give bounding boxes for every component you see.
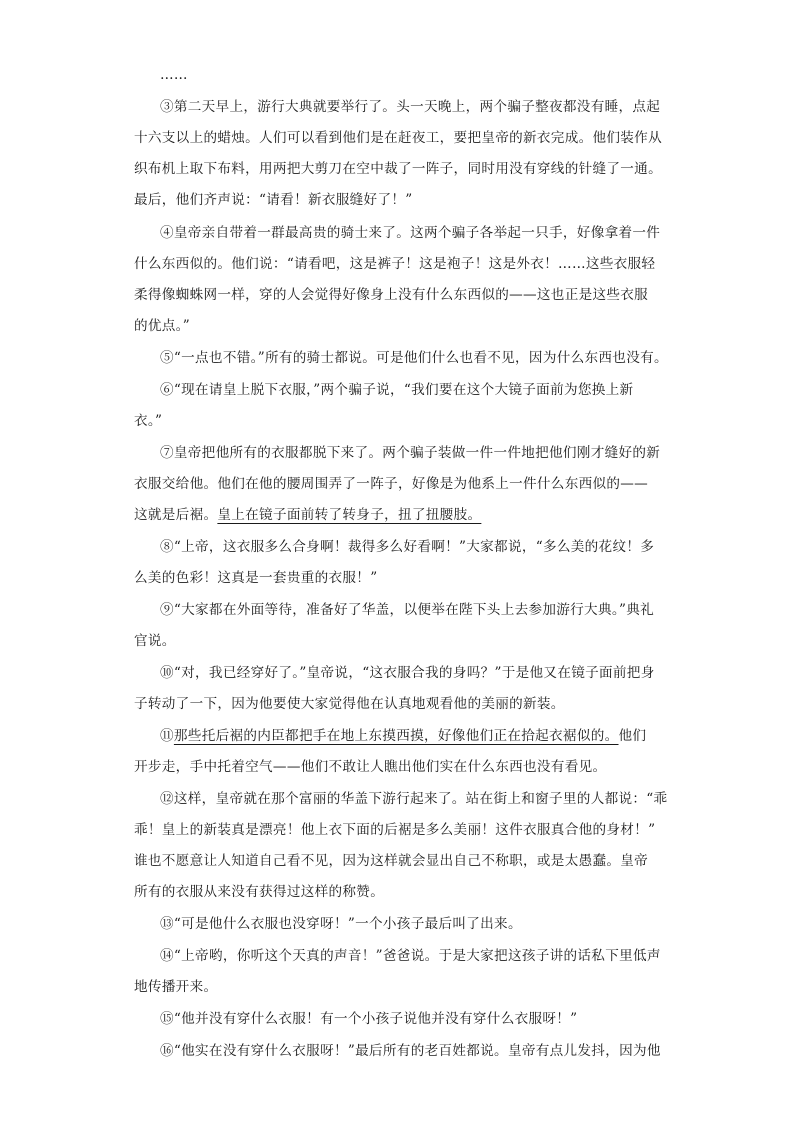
- paragraph-3-line-1: ③第二天早上，游行大典就要举行了。头一天晚上，两个骗子整夜都没有睡，点起: [160, 99, 661, 115]
- paragraph-11-line-2: 开步走，手中托着空气——他们不敢让人瞧出他们实在什么东西也没有看见。: [134, 759, 607, 775]
- paragraph-14-line-1: ⑭“上帝哟，你听这个天真的声音！”爸爸说。于是大家把这孩子讲的话私下里低声: [160, 948, 661, 964]
- paragraph-16-line-1: ⑯“他实在没有穿什么衣服呀！”最后所有的老百姓都说。皇帝有点儿发抖，因为他: [160, 1043, 661, 1059]
- paragraph-8-line-2: 么美的色彩！这真是一套贵重的衣服！”: [134, 570, 378, 586]
- paragraph-10-line-2: 子转动了一下，因为他要使大家觉得他在认真地观看他的美丽的新装。: [134, 696, 565, 712]
- underlined-sentence-2: 那些托后裾的内臣都把手在地上东摸西摸，好像他们正在拾起衣裾似的。: [173, 728, 619, 744]
- paragraph-5-line-1: ⑤“一点也不错。”所有的骑士都说。可是他们什么也看不见，因为什么东西也没有。: [160, 350, 668, 366]
- paragraph-9-line-2: 官说。: [134, 633, 176, 649]
- paragraph-12-line-4: 所有的衣服从来没有获得过这样的称赞。: [134, 884, 385, 900]
- paragraph-11-line-1-rest: 他们: [618, 728, 647, 744]
- paragraph-4-line-3: 柔得像蜘蛛网一样，穿的人会觉得好像身上没有什么东西似的——这也正是这些衣服: [134, 287, 649, 303]
- paragraph-3-line-4: 最后，他们齐声说：“请看！新衣服缝好了！”: [134, 192, 413, 208]
- paragraph-12-line-3: 谁也不愿意让人知道自己看不见，因为这样就会显出自己不称职，或是太愚蠢。皇帝: [134, 853, 649, 869]
- paragraph-11-line-1: [160, 726, 700, 746]
- paragraph-4-line-1: ④皇帝亲自带着一群最高贵的骑士来了。这两个骗子各举起一只手，好像拿着一件: [160, 225, 661, 241]
- paragraph-9-line-1: ⑨“大家都在外面等待，准备好了华盖，以便举在陛下头上去参加游行大典。”典礼: [160, 602, 654, 618]
- paragraph-15-line-1: ⑮“他并没有穿什么衣服！有一个小孩子说他并没有穿什么衣服呀！”: [160, 1011, 578, 1027]
- paragraph-7-line-3: [134, 505, 674, 525]
- paragraph-3-line-2: 十六支以上的蜡烛。人们可以看到他们是在赶夜工，要把皇帝的新衣完成。他们装作从: [134, 130, 662, 146]
- underlined-sentence-1: 皇上在镜子面前转了转身子，扭了扭腰肢。: [217, 507, 482, 523]
- paragraph-12-line-1: ⑫这样，皇帝就在那个富丽的华盖下游行起来了。站在街上和窗子里的人都说：“乖: [160, 791, 668, 807]
- ellipsis-line: ……: [160, 67, 188, 83]
- paragraph-6-line-2: 衣。”: [134, 413, 163, 429]
- paragraph-10-line-1: ⑩“对，我已经穿好了。”皇帝说，“这衣服合我的身吗？”于是他又在镜子面前把身: [160, 665, 655, 681]
- paragraph-8-line-1: ⑧“上帝，这衣服多么合身啊！裁得多么好看啊！”大家都说，“多么美的花纹！多: [160, 539, 655, 555]
- paragraph-6-line-1: ⑥“现在请皇上脱下衣服，”两个骗子说，“我们要在这个大镜子面前为您换上新: [160, 382, 634, 398]
- paragraph-4-line-2: 什么东西似的。他们说：“请看吧，这是裤子！这是袍子！这是外衣！……这些衣服轻: [134, 256, 656, 272]
- paragraph-4-line-4: 的优点。”: [134, 318, 191, 334]
- paragraph-11-number: ⑪: [160, 728, 174, 744]
- paragraph-7-line-3-text: 这就是后裾。: [134, 507, 218, 523]
- paragraph-7-line-2: 衣服交给他。他们在他的腰周围弄了一阵子，好像是为他系上一件什么东西似的——: [134, 476, 649, 492]
- paragraph-7-line-1: ⑦皇帝把他所有的衣服都脱下来了。两个骗子装做一件一件地把他们刚才缝好的新: [160, 445, 661, 461]
- paragraph-3-line-3: 织布机上取下布料，用两把大剪刀在空中裁了一阵子，同时用没有穿线的针缝了一通。: [134, 161, 662, 177]
- paragraph-14-line-2: 地传播开来。: [134, 979, 218, 995]
- paragraph-12-line-2: 乖！皇上的新装真是漂亮！他上衣下面的后裾是多么美丽！这件衣服真合他的身材！”: [134, 822, 656, 838]
- paragraph-13-line-1: ⑬“可是他什么衣服也没穿呀！”一个小孩子最后叫了出来。: [160, 916, 522, 932]
